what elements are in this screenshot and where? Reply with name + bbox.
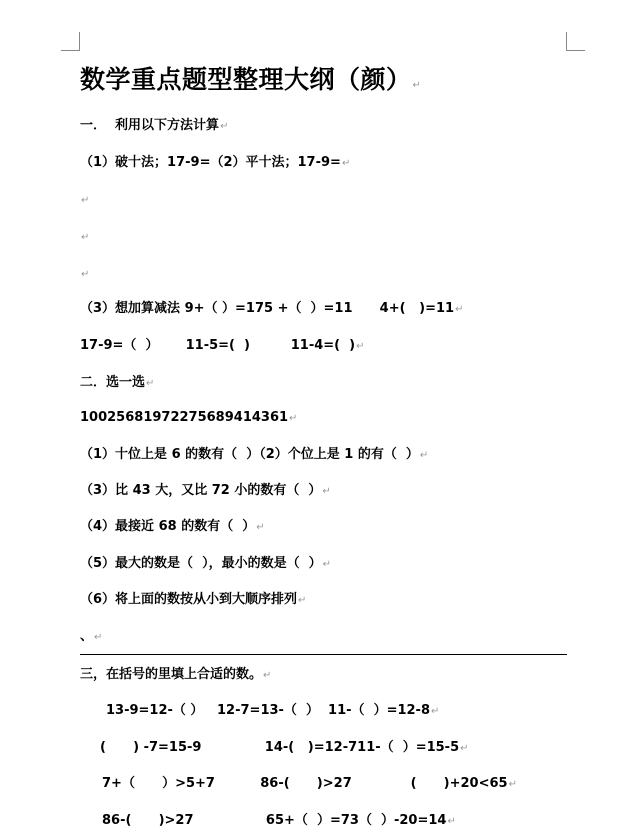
answer-line: 、↵ bbox=[80, 629, 103, 644]
choice-question-4: （4）最接近 68 的数有（ ）↵ bbox=[80, 519, 265, 534]
choice-question-6: （6）将上面的数按从小到大顺序排列↵ bbox=[80, 592, 307, 607]
question-3-line: （3）想加算减法 9+（ ）=175 +（ ）=11 4+( )=11↵ bbox=[80, 301, 464, 316]
fill-blank-row-4: 86-( )>27 65+（ ）=73（ ）-20=14↵ bbox=[102, 813, 456, 828]
blank-line: ↵ bbox=[81, 269, 90, 280]
number-sequence: 10025681972275689414361↵ bbox=[80, 410, 298, 425]
fill-blank-row-2: ( ) -7=15-9 14-( )=12-711-（ ）=15-5↵ bbox=[100, 740, 469, 755]
section-1-heading: 一． 利用以下方法计算↵ bbox=[80, 118, 229, 133]
fill-blank-row-3: 7+（ ）>5+7 86-( )>27 ( )+20<65↵ bbox=[102, 776, 517, 791]
choice-question-1-2: （1）十位上是 6 的数有（ ）（2）个位上是 1 的有（ ）↵ bbox=[80, 447, 429, 462]
section-3-heading: 三，在括号的里填上合适的数。↵ bbox=[80, 667, 272, 682]
question-1-line: （1）破十法；17-9=（2）平十法；17-9=↵ bbox=[80, 155, 351, 170]
blank-line: ↵ bbox=[81, 232, 90, 243]
horizontal-rule bbox=[80, 654, 567, 655]
crop-mark-top-right bbox=[566, 32, 585, 51]
blank-line: ↵ bbox=[81, 195, 90, 206]
document-title: 数学重点题型整理大纲（颜）↵ bbox=[80, 65, 422, 94]
choice-question-3: （3）比 43 大，又比 72 小的数有（ ）↵ bbox=[80, 483, 331, 498]
choice-question-5: （5）最大的数是（ ），最小的数是（ ）↵ bbox=[80, 556, 332, 571]
section-2-heading: 二．选一选↵ bbox=[80, 375, 155, 390]
subtraction-line: 17-9=（ ） 11-5=( ) 11-4=( )↵ bbox=[80, 338, 365, 353]
fill-blank-row-1: 13-9=12-（ ） 12-7=13-（ ） 11-（ ）=12-8↵ bbox=[106, 703, 440, 718]
crop-mark-top-left bbox=[61, 32, 80, 51]
